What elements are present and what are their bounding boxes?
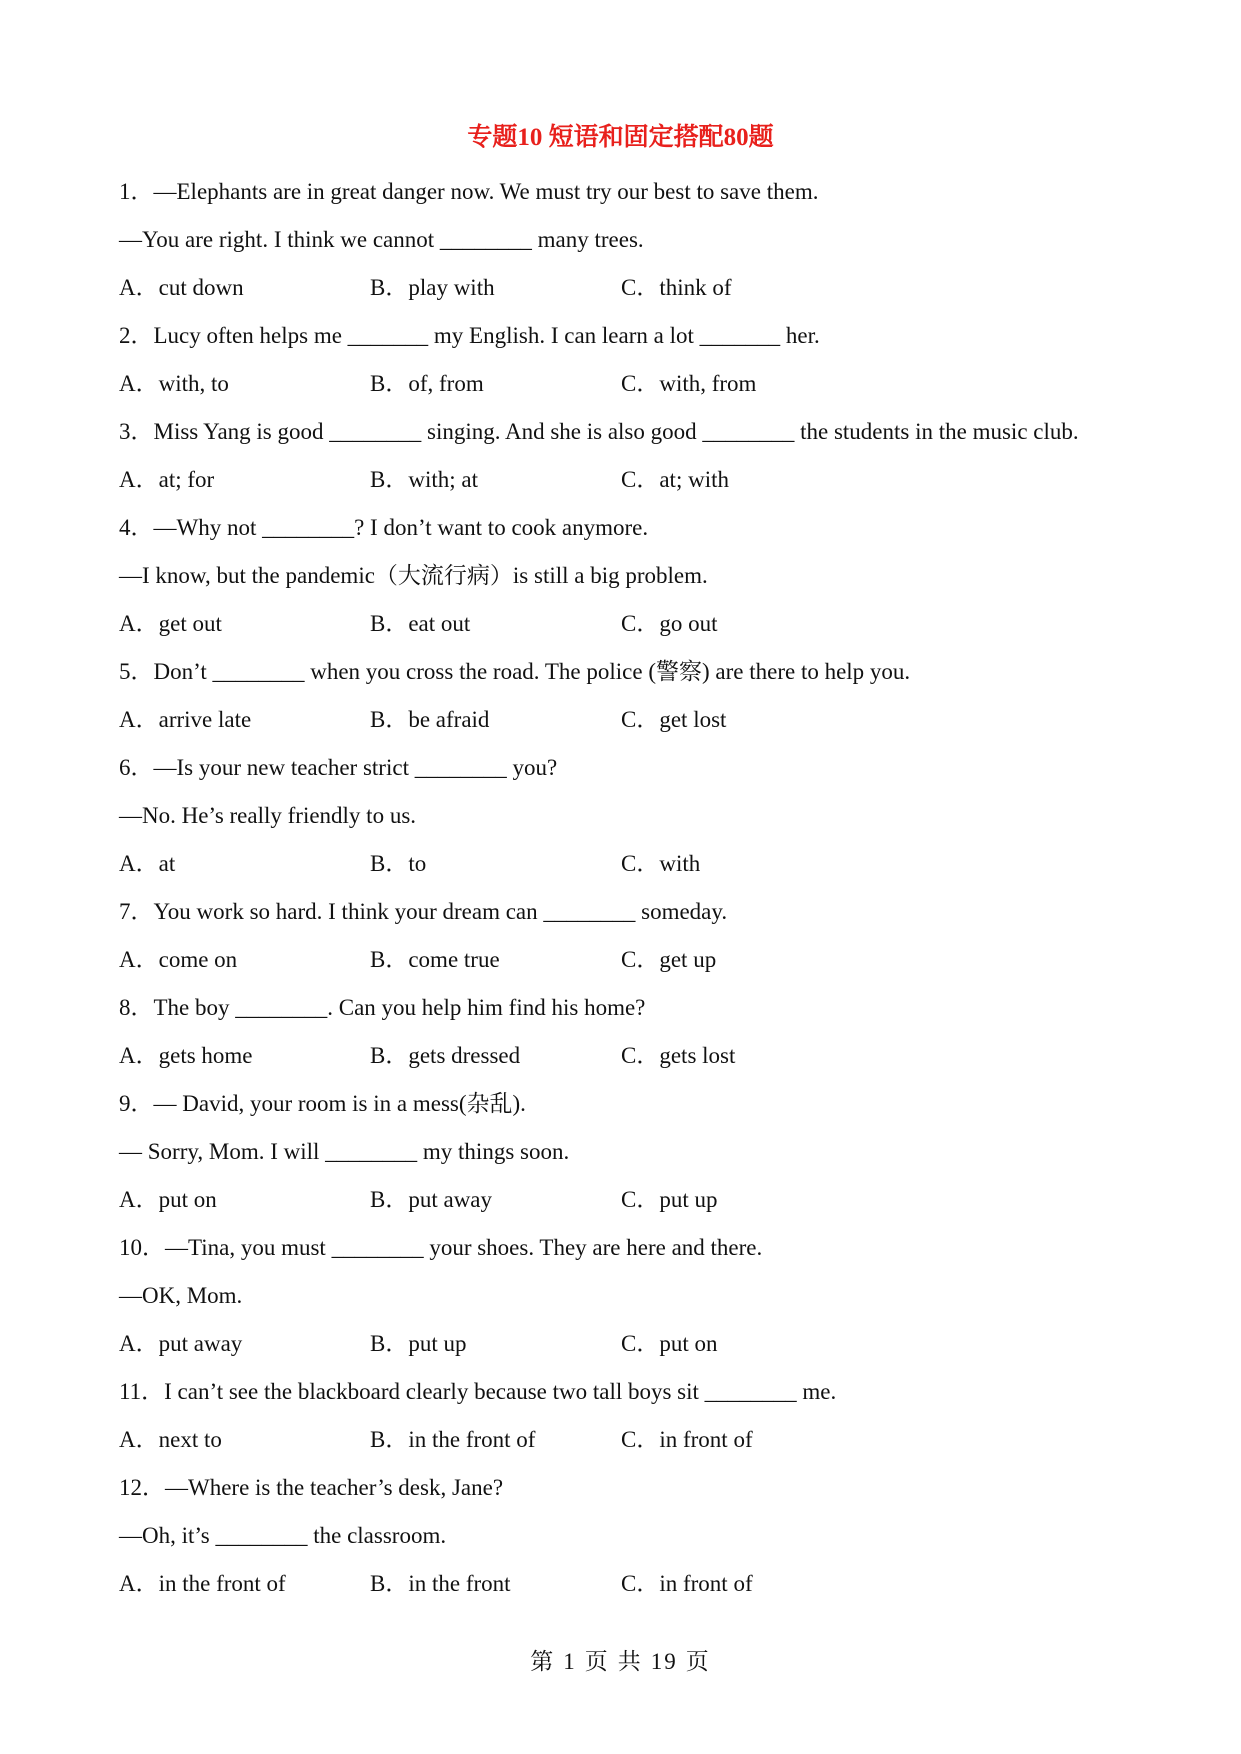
option-c: C．put up: [621, 1187, 718, 1212]
option-c: C．go out: [621, 611, 718, 636]
question-7: [119, 888, 1129, 984]
question-stem: — Sorry, Mom. I will ________ my things soon.: [119, 1139, 570, 1164]
footer-gong: 共: [617, 1649, 643, 1674]
footer-di: 第: [530, 1649, 556, 1674]
question-10: [119, 1224, 1129, 1368]
question-4: [119, 504, 1129, 648]
option-c: C．in front of: [621, 1571, 753, 1596]
option-b: B．with; at: [370, 467, 478, 492]
option-c: C．with, from: [621, 371, 757, 396]
option-a: A．at; for: [119, 467, 215, 492]
question-stem: 12．—Where is the teacher’s desk, Jane?: [119, 1475, 504, 1500]
footer-ye: 页: [685, 1649, 711, 1674]
option-b: B．put up: [370, 1331, 467, 1356]
option-a: A．with, to: [119, 371, 229, 396]
question-stem: 8．The boy ________. Can you help him find his home?: [119, 995, 646, 1020]
option-c: C．put on: [621, 1331, 718, 1356]
question-stem: —No. He’s really friendly to us.: [119, 803, 417, 828]
option-c: C．at; with: [621, 467, 729, 492]
option-a: A．next to: [119, 1427, 222, 1452]
footer-page-number: 1: [563, 1649, 577, 1674]
option-a: A．come on: [119, 947, 238, 972]
options-row: [119, 840, 1129, 888]
question-stem: 11．I can’t see the blackboard clearly because two tall boys sit ________ me.: [119, 1379, 837, 1404]
question-stem: 1．—Elephants are in great danger now. We must try our best to save them.: [119, 179, 819, 204]
options-row: [119, 1176, 1129, 1224]
option-b: B．of, from: [370, 371, 484, 396]
question-6: [119, 744, 1129, 888]
question-3: [119, 408, 1129, 504]
question-stem: 7．You work so hard. I think your dream can ________ someday.: [119, 899, 728, 924]
options-row: [119, 600, 1129, 648]
question-stem: 6．—Is your new teacher strict ________ you?: [119, 755, 558, 780]
options-row: [119, 1032, 1129, 1080]
question-stem: 3．Miss Yang is good ________ singing. And she is also good ________ the students in the music club.: [119, 419, 1079, 444]
question-stem: —You are right. I think we cannot ________ many trees.: [119, 227, 644, 252]
option-b: B．come true: [370, 947, 500, 972]
question-1: [119, 168, 1129, 312]
question-12: [119, 1464, 1129, 1608]
question-9: [119, 1080, 1129, 1224]
options-row: [119, 264, 1129, 312]
option-a: A．cut down: [119, 275, 244, 300]
option-c: C．get lost: [621, 707, 727, 732]
option-b: B．in the front of: [370, 1427, 536, 1452]
option-b: B．gets dressed: [370, 1043, 521, 1068]
document-title: 专题10 短语和固定搭配80题: [467, 124, 774, 151]
option-b: B．eat out: [370, 611, 471, 636]
question-stem: 2．Lucy often helps me _______ my English. I can learn a lot _______ her.: [119, 323, 820, 348]
option-b: B．put away: [370, 1187, 493, 1212]
option-a: A．in the front of: [119, 1571, 286, 1596]
question-stem: 5．Don’t ________ when you cross the road. The police (警察) are there to help you.: [119, 659, 911, 684]
options-row: [119, 456, 1129, 504]
question-11: [119, 1368, 1129, 1464]
option-a: A．at: [119, 851, 176, 876]
option-b: B．be afraid: [370, 707, 490, 732]
footer-ye: 页: [584, 1649, 610, 1674]
option-a: A．put away: [119, 1331, 243, 1356]
option-b: B．to: [370, 851, 427, 876]
options-row: [119, 696, 1129, 744]
options-row: [119, 1416, 1129, 1464]
question-stem: 4．—Why not ________? I don’t want to cook anymore.: [119, 515, 649, 540]
question-list: [119, 168, 1129, 1608]
question-stem: —I know, but the pandemic（大流行病）is still a big problem.: [119, 563, 708, 588]
footer-total-pages: 19: [650, 1649, 678, 1674]
options-row: [119, 1560, 1129, 1608]
question-5: [119, 648, 1129, 744]
option-b: B．in the front: [370, 1571, 511, 1596]
option-a: A．arrive late: [119, 707, 252, 732]
option-c: C．think of: [621, 275, 732, 300]
question-stem: 10．—Tina, you must ________ your shoes. They are here and there.: [119, 1235, 763, 1260]
page-footer: [0, 1646, 1241, 1678]
options-row: [119, 360, 1129, 408]
option-c: C．with: [621, 851, 701, 876]
option-c: C．in front of: [621, 1427, 753, 1452]
question-2: [119, 312, 1129, 408]
option-a: A．get out: [119, 611, 222, 636]
option-a: A．put on: [119, 1187, 217, 1212]
options-row: [119, 936, 1129, 984]
option-b: B．play with: [370, 275, 495, 300]
option-a: A．gets home: [119, 1043, 253, 1068]
option-c: C．get up: [621, 947, 717, 972]
question-stem: 9．— David, your room is in a mess(杂乱).: [119, 1091, 526, 1116]
question-stem: —Oh, it’s ________ the classroom.: [119, 1523, 447, 1548]
question-stem: —OK, Mom.: [119, 1283, 243, 1308]
question-8: [119, 984, 1129, 1080]
options-row: [119, 1320, 1129, 1368]
option-c: C．gets lost: [621, 1043, 736, 1068]
